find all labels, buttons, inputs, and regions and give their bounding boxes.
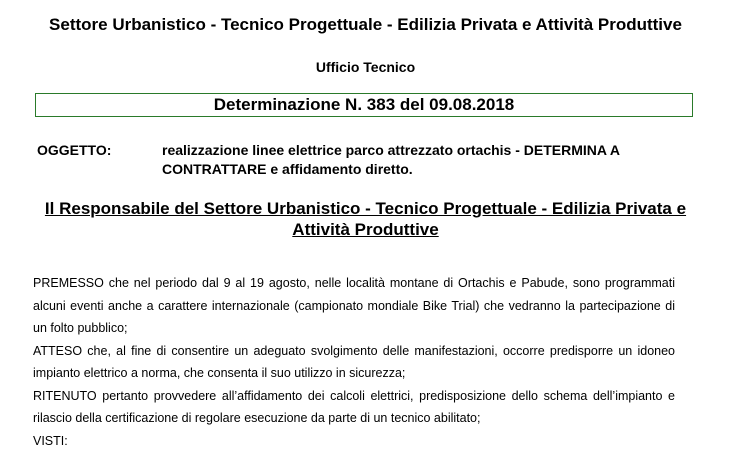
paragraph-ritenuto: RITENUTO pertanto provvedere all’affidamento dei calcoli elettrici, predisposizione dello schema dell’impianto e rilascio della certificazione di regolare esecuzione da parte di un tecnico abilitato; (33, 388, 675, 425)
office-name: Ufficio Tecnico (315, 59, 416, 75)
paragraph-visti: VISTI: (33, 433, 68, 448)
paragraph-premesso: PREMESSO che nel periodo dal 9 al 19 agosto, nelle località montane di Ortachis e Pabude, sono programmati alcuni eventi anche a carattere internazionale (campionato mondiale Bike Trial) che vedranno la partecipazione di un folto pubblico; (33, 276, 675, 335)
oggetto-label: OGGETTO: (37, 142, 112, 158)
document-body (33, 272, 675, 452)
paragraph-atteso: ATTESO che, al fine di consentire un adeguato svolgimento delle manifestazioni, occorre predisporre un idoneo impianto elettrico a norma, che consenta il suo utilizzo in sicurezza; (33, 343, 675, 380)
sector-title: Settore Urbanistico - Tecnico Progettuale - Edilizia Privata e Attività Produttive (49, 15, 682, 34)
determinazione-box: Determinazione N. 383 del 09.08.2018 (35, 93, 693, 117)
oggetto-text: realizzazione linee elettrice parco attrezzato ortachis - DETERMINA A CONTRATTARE e affidamento diretto. (162, 142, 620, 177)
responsabile-heading: Il Responsabile del Settore Urbanistico - Tecnico Progettuale - Edilizia Privata e Attività Produttive (44, 199, 687, 239)
